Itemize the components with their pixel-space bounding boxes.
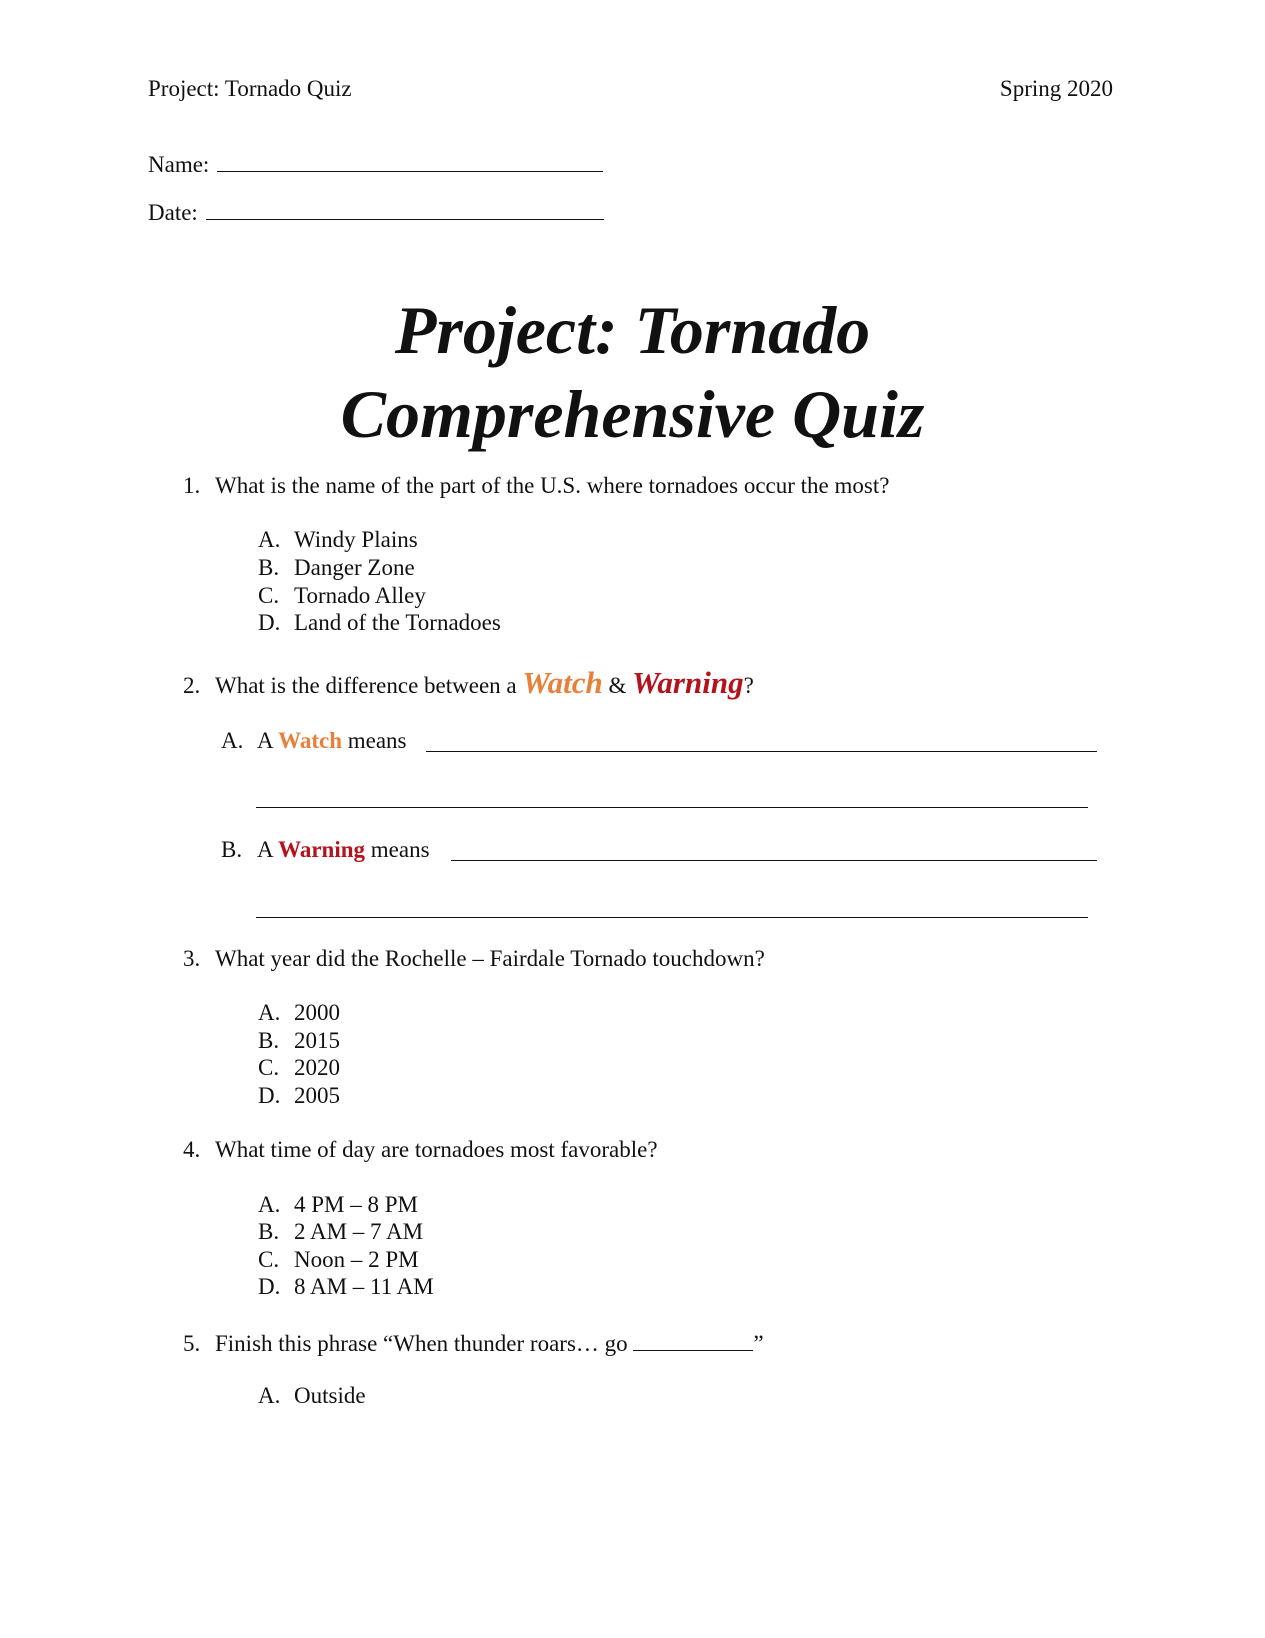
watch-answer-line-1[interactable] — [426, 751, 1097, 752]
question-3 — [183, 945, 765, 973]
q4-option-d[interactable]: D. 8 AM – 11 AM — [258, 1274, 434, 1299]
warning-answer-line-1[interactable] — [451, 860, 1097, 861]
q4-option-a[interactable]: A. 4 PM – 8 PM — [258, 1192, 418, 1217]
question-1 — [183, 472, 889, 500]
watch-word: Watch — [522, 665, 603, 700]
warning-answer-line-2[interactable] — [256, 917, 1088, 918]
phrase-blank[interactable] — [633, 1328, 753, 1351]
title-line-1: Project: Tornado — [394, 292, 871, 368]
q2-option-b: B. A Warning means — [221, 837, 430, 862]
q3-option-c[interactable]: C. 2020 — [258, 1055, 340, 1080]
header-right: Spring 2020 — [999, 76, 1113, 101]
question-number: 1. — [183, 473, 201, 498]
watch-answer-line-2[interactable] — [256, 807, 1088, 808]
q3-option-b[interactable]: B. 2015 — [258, 1028, 340, 1053]
date-label: Date: — [148, 200, 198, 225]
question-number: 4. — [183, 1137, 201, 1162]
question-text: What is the difference between a — [215, 673, 523, 698]
q1-option-c[interactable]: C. Tornado Alley — [258, 583, 426, 608]
question-number: 5. — [183, 1331, 201, 1356]
q2-option-a: A. A Watch means — [221, 728, 407, 753]
question-text: What year did the Rochelle – Fairdale Tornado touchdown? — [215, 946, 765, 971]
q4-option-c[interactable]: C. Noon – 2 PM — [258, 1247, 419, 1272]
warning-word: Warning — [632, 665, 744, 700]
warning-keyword: Warning — [278, 837, 366, 862]
name-label: Name: — [148, 152, 210, 177]
name-field[interactable] — [148, 149, 603, 179]
q1-option-d[interactable]: D. Land of the Tornadoes — [258, 610, 501, 635]
page-title — [0, 288, 1265, 456]
header-left: Project: Tornado Quiz — [148, 76, 352, 101]
q3-option-a[interactable]: A. 2000 — [258, 1000, 340, 1025]
question-4 — [183, 1136, 658, 1164]
q1-option-b[interactable]: B. Danger Zone — [258, 555, 415, 580]
question-text: What time of day are tornadoes most favorable? — [215, 1137, 658, 1162]
question-number: 2. — [183, 673, 201, 698]
watch-keyword: Watch — [278, 728, 342, 753]
date-field[interactable] — [148, 197, 604, 227]
question-2: 2. What is the difference between a Watch & Warning? — [183, 665, 754, 700]
question-5: 5. Finish this phrase “When thunder roars… go ” — [183, 1328, 764, 1358]
q1-option-a[interactable]: A. Windy Plains — [258, 527, 418, 552]
question-text: What is the name of the part of the U.S. where tornadoes occur the most? — [215, 473, 890, 498]
date-blank[interactable] — [206, 197, 604, 220]
question-number: 3. — [183, 946, 201, 971]
title-line-2: Comprehensive Quiz — [340, 376, 925, 452]
question-text: Finish this phrase “When thunder roars… go — [215, 1331, 634, 1356]
q3-option-d[interactable]: D. 2005 — [258, 1083, 340, 1108]
q4-option-b[interactable]: B. 2 AM – 7 AM — [258, 1219, 424, 1244]
name-blank[interactable] — [217, 149, 603, 172]
q5-option-a[interactable]: A. Outside — [258, 1383, 366, 1408]
